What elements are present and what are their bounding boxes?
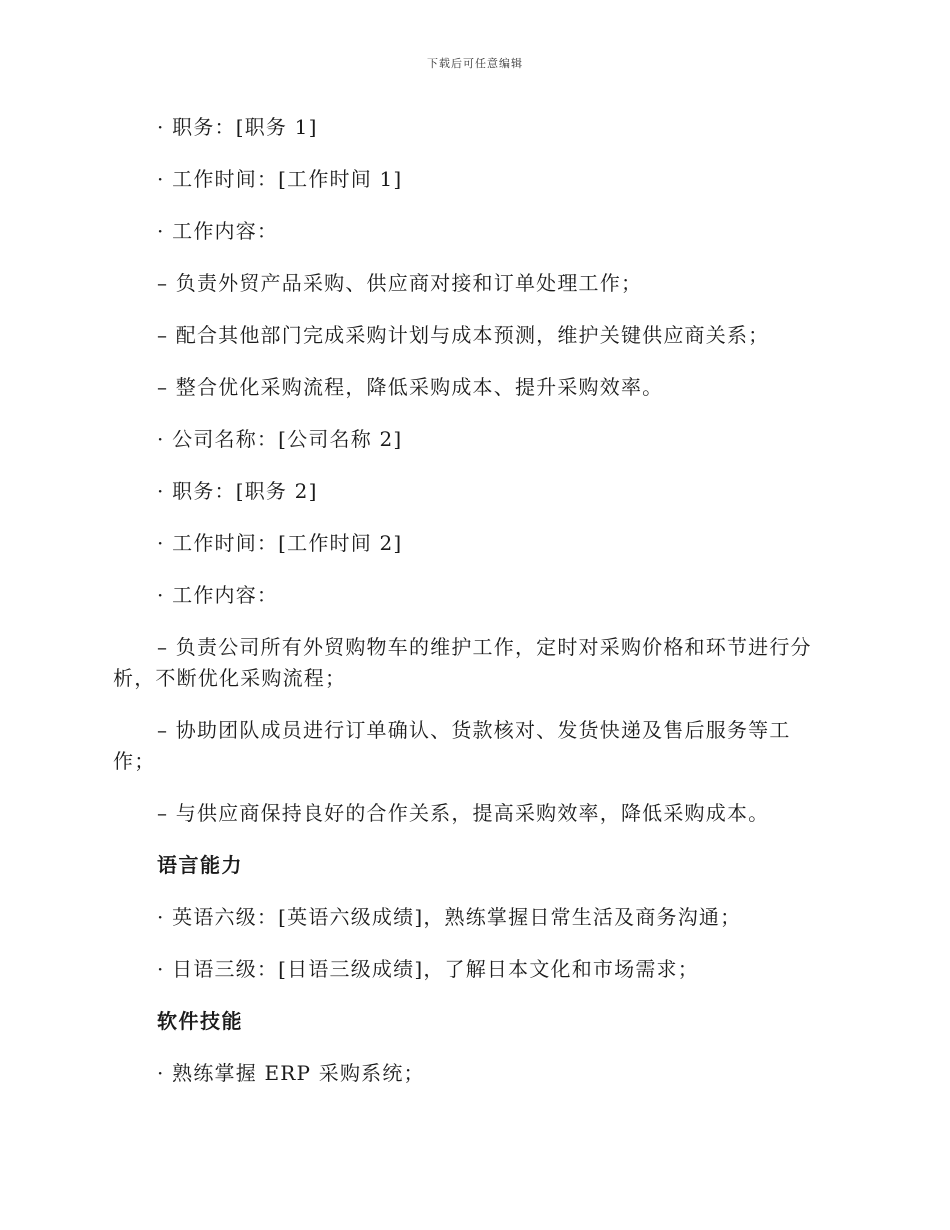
duty-item: – 负责公司所有外贸购物车的维护工作，定时对采购价格和环节进行分析，不断优化采购流程； (113, 635, 812, 690)
software-item: · 熟练掌握 ERP 采购系统； (157, 1061, 425, 1085)
duty-item: – 负责外贸产品采购、供应商对接和订单处理工作； (157, 271, 643, 295)
work-time-line-2: · 工作时间：[工作时间 2] (157, 531, 403, 555)
section-heading-language: 语言能力 (157, 853, 243, 877)
work-content-label-1: · 工作内容： (157, 219, 279, 243)
document-body (113, 112, 823, 1110)
work-time-line-1: · 工作时间：[工作时间 1] (157, 167, 403, 191)
language-item: · 英语六级：[英语六级成绩]，熟练掌握日常生活及商务沟通； (157, 905, 742, 929)
language-item: · 日语三级：[日语三级成绩]，了解日本文化和市场需求； (157, 957, 699, 981)
duty-item: – 整合优化采购流程，降低采购成本、提升采购效率。 (157, 375, 664, 399)
duty-item: – 协助团队成员进行订单确认、货款核对、发货快递及售后服务等工作； (113, 718, 791, 773)
work-content-label-2: · 工作内容： (157, 583, 279, 607)
company-name-line-2: · 公司名称：[公司名称 2] (157, 427, 403, 451)
duty-item: – 配合其他部门完成采购计划与成本预测，维护关键供应商关系； (157, 323, 770, 347)
section-heading-software: 软件技能 (157, 1009, 243, 1033)
duty-item: – 与供应商保持良好的合作关系，提高采购效率，降低采购成本。 (157, 801, 770, 825)
position-line-2: · 职务：[职务 2] (157, 479, 318, 503)
page-header: 下载后可任意编辑 (427, 57, 523, 70)
position-line-1: · 职务：[职务 1] (157, 115, 318, 139)
